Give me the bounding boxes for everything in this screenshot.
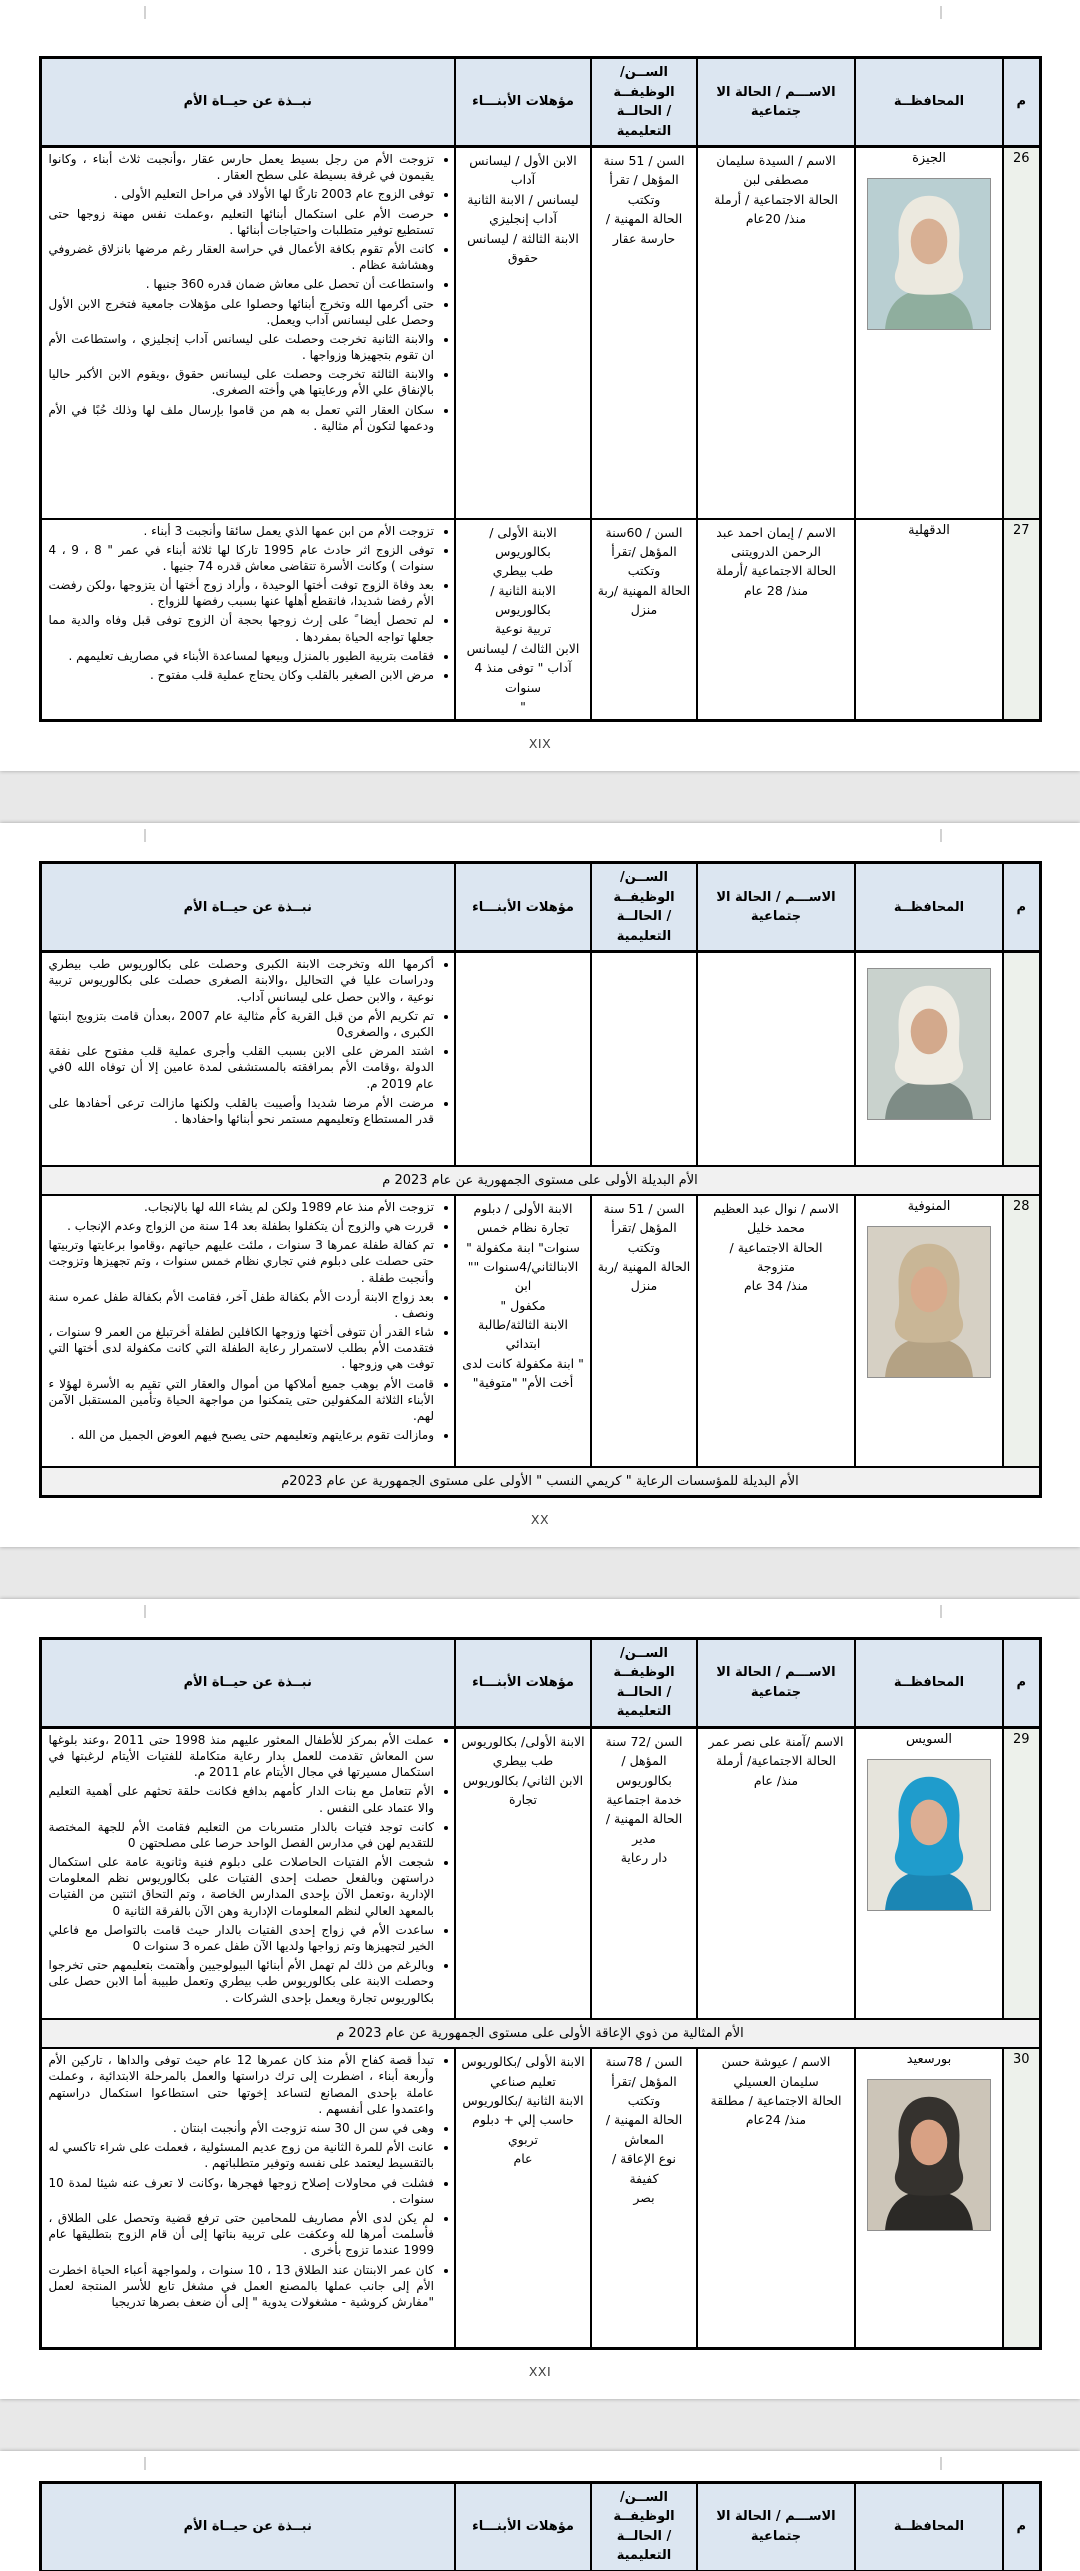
bio-bullet: • سكان العقار التي تعمل به هم من قاموا بإرسال ملف لها وذلك حُبًا في الأم ودعمها لتكون أم مثالية . [49, 402, 435, 434]
margin-mark-icon [940, 829, 942, 842]
header-num: م [1003, 2482, 1040, 2571]
bio-bullet: • تبدأ قصة كفاح الأم منذ كان عمرها 12 عام حيث توفى والداها ، تاركين الأم وأربعة أبناء ، اضطرت إلى ترك دراستها والعمل بالمرحلة الابتدائية ، وعملت عاملة بإحدى المصانع لتساعد إخوتها حتى استطاعوا استكمال دراستهم واعتمدوا على أنفسهم . [49, 2052, 435, 2117]
page-number: XIX [528, 736, 552, 752]
mother-bio-cell [40, 1195, 455, 1467]
bio-bullet: • وبالرغم من ذلك لم تهمل الأم أبنائها البيولوجيين وأهتمت بتعليمهم حتى تخرجوا وحصلت الابنة على بكالوريوس طب بيطري وتعمل طبيبة أما الابن حصل على بكالوريوس تجارة ويعمل بإحدى الشركات . [49, 1957, 435, 2006]
qual-line: الابنة الأولى / بكالوريوس [489, 524, 557, 559]
caption-text: الأم البديلة الأولى على مستوى الجمهورية عن عام 2023 م [40, 1166, 1040, 1195]
bio-bullet: • أكرمها الله وتخرجت الابنة الكبرى وحصلت على بكالوريوس طب بيطري ودراسات عليا في التحاليل ،والابنة الصغرى حصلت على بكالوريوس تربية نوعية ، والابن حصل على ليسانس آداب. [49, 956, 435, 1005]
age-line: المؤهل / تقرأ وتكتب [609, 172, 679, 207]
bio-bullet-list [47, 956, 450, 1127]
bio-bullet: • عانت الأم للمرة الثانية من زوج عديم المسئولية ، فعملت على شراء تاكسي له بالتقسيط ليعتمد على نفسه وتوفير متطلباتهم . [49, 2139, 435, 2171]
header-children-quals: مؤهلات الأبنـــاء [455, 863, 591, 952]
header-age-job [591, 2482, 697, 2571]
qual-line: سنوات" ابنة مكفولة " [466, 1239, 580, 1255]
children-quals-cell [455, 147, 591, 519]
category-caption-row [40, 1166, 1040, 1195]
name-status-cell [697, 147, 855, 519]
bio-bullet: • لم يكن لدى الأم مصاريف للمحامين حتى ترفع قضية وتحصل على الطلاق ، فأسلمت أمرها لله وعكفت على تربية بناتها إلى أن قام الزوج بتطليقها عام 1999 عندما تزوج بأخرى . [49, 2210, 435, 2259]
header-line: جتماعية [750, 909, 802, 925]
qual-line: " [520, 698, 526, 714]
bio-bullet: • شجعت الأم الفتيات الحاصلات على دبلوم فنية وثانوية عامة على استكمال دراستهن وبالفعل حصلت إحدى الفتيات على بكالوريوس نظم المعلومات الإدارية ،وتعمل الآن بإحدى المدارس الخاصة ، وتم التحاق اثنتين من الفتيات بالمعهد العالي لنظم المعلومات الإدارية وهن الآن بالفرقة الثانية 0 [49, 1854, 435, 1919]
age-line: المؤهل /تقرأ وتكتب [611, 2073, 677, 2108]
header-line: الســن/ الوظيفــة [613, 65, 675, 100]
age-line: حارسة عقار [612, 230, 676, 246]
name-line: منذ/ 28 عام [743, 582, 809, 598]
bio-bullet: • الأم تتعامل مع بنات الدار كأمهم بدافع فكانت حلقة تحثهم على أهمية التعليم والا عتماد على النفس . [49, 1783, 435, 1815]
governorate-cell [855, 952, 1003, 1166]
bio-bullet: • بعد وفاة الزوج توفت أختها الوحيدة ، وأراد زوج أختها أن يتزوجها ،ولكن رفضت الأم رفضا شديدا، فانقطع أهلها عنها بسبب رفضها للزواج . [49, 577, 435, 609]
table-header-row [40, 1638, 1040, 1727]
bio-bullet-list [47, 1199, 450, 1444]
margin-mark-icon [940, 2457, 942, 2470]
mother-bio-cell [40, 2048, 455, 2348]
children-quals-cell [455, 1195, 591, 1467]
name-line: الاسم / إيمان احمد عبد [716, 524, 836, 540]
header-line: / الحالــة التعليمية [616, 2528, 672, 2564]
margin-mark-icon [940, 6, 942, 19]
bio-bullet: • توفى الزوج عام 2003 تاركًا لها الأولاد في مراحل التعليم الأولى . [49, 186, 435, 202]
margin-mark-icon [144, 1605, 146, 1618]
qual-line: أخت الأم" "متوفية" [472, 1375, 574, 1391]
name-line: متزوجة [757, 1258, 795, 1274]
age-line: السن / 51 سنة [603, 153, 685, 168]
qual-line: طب بيطري [492, 563, 554, 579]
document-page-1[interactable] [0, 0, 1080, 771]
bio-bullet: • حتى أكرمها الله وتخرج أبنائها وحصلوا على مؤهلات جامعية فتخرج الابن الأول وحصل على ليسانس آداب ويعمل. [49, 296, 435, 328]
age-line: السن /72 سنة [605, 1733, 683, 1749]
mother-photo [867, 968, 991, 1120]
row-number [1003, 952, 1040, 1166]
header-age-job [591, 58, 697, 147]
age-job-cell [591, 147, 697, 519]
age-line: بصر [633, 2189, 655, 2205]
bio-bullet: • كانت توجد فتيات بالدار متسربات من التعليم فقامت الأم للجهة المختصة للتقديم لهن في مدارس الفصل الواحد حرصا على مصلحتهن 0 [49, 1819, 435, 1851]
header-line: الاســـم / الحالة الا [716, 889, 836, 905]
bio-bullet: • ومازالت تقوم برعايتهم وتعليمهم حتى يصبح فيهم العوض الجميل من الله . [49, 1427, 435, 1443]
age-line: دار رعاية [620, 1850, 668, 1865]
bio-bullet: • والابنة الثانية تخرجت وحصلت على ليسانس آداب إنجليزي ، واستطاعت الأم ان تقوم بتجهيزها وزواجها . [49, 331, 435, 363]
age-line: المعاش [624, 2131, 664, 2147]
category-caption-row [40, 1467, 1040, 1497]
name-status-cell [697, 2048, 855, 2348]
header-age-job [591, 863, 697, 952]
name-line: الاسم / نوال عبد العظيم [713, 1200, 839, 1216]
header-num: م [1003, 1638, 1040, 1727]
bio-bullet: • تزوجت الأم منذ عام 1989 ولكن لم يشاء الله لها بالإنجاب. [49, 1199, 435, 1215]
age-line: المؤهل / بكالوريوس [616, 1753, 672, 1788]
governorate-cell [855, 1195, 1003, 1467]
name-status-cell [697, 1195, 855, 1467]
header-line: الســن/ الوظيفــة [613, 870, 675, 905]
bio-bullet: • كان عمر الابنتان عند الطلاق 13 ، 10 سنوات ، ولمواجهة أعباء الحياة اخطرت الأم إلى جانب عملها بالمصنع العمل في مشغل تابع للأسر المنتجة لعمل "مفارش كروشية - مشغولات يدوية " إلى أن ضعف بصرها تدريجيا [49, 2262, 435, 2311]
mothers-table-page-2 [39, 861, 1042, 1498]
bio-bullet: • اشتد المرض على الابن بسبب القلب وأجرى عملية قلب مفتوح على نفقة الدولة ،وقامت الأم بمرافقته بالمستشفى لمدة عامين إلا أن توفاه الله 0في عام 2019 م. [49, 1043, 435, 1092]
age-line: الحالة المهنية /ربة [597, 582, 691, 598]
bio-bullet: • تم كفالة طفلة عمرها 3 سنوات ، ملئت عليهم حياتهم ،وقاموا برعايتها وتربيتها حتى حصلت على دبلوم فني تجاري نظام خمس سنوات ، وتم تجهيزها وتزوجت وأنجبت طفلة . [49, 1237, 435, 1286]
header-line: جتماعية [750, 104, 802, 119]
category-caption-row [40, 2019, 1040, 2048]
header-line: / الحالــة التعليمية [616, 909, 672, 944]
bio-bullet-list [47, 1732, 450, 2006]
qual-line: الابنة الأولى/ بكالوريوس [461, 1733, 585, 1749]
name-line: منذ/ 20عام [745, 211, 807, 227]
name-status-cell [697, 1727, 855, 2019]
name-line: الاسم /آمنة على نصر عمر [708, 1733, 844, 1749]
page-gap [0, 2399, 1080, 2451]
age-line: السن / 51 سنة [603, 1200, 685, 1216]
governorate-label: المنوفية [907, 1198, 951, 1214]
age-line: خدمة اجتماعية [606, 1791, 682, 1807]
qual-line: ليسانس / الابنة الثانية آداب إنجليزي [467, 191, 579, 227]
document-page-3[interactable] [0, 1599, 1080, 2399]
governorate-cell [855, 1727, 1003, 2019]
governorate-cell [855, 2048, 1003, 2348]
header-governorate: المحافظــة [855, 863, 1003, 952]
name-line: الحالة الاجتماعية / مطلقة [710, 2093, 842, 2108]
governorate-label: السويس [905, 1731, 953, 1747]
header-governorate: المحافظــة [855, 2482, 1003, 2571]
qual-line: الابنة الثالثة / ليسانس حقوق [467, 230, 579, 265]
header-line: الاســـم / الحالة الا [716, 1665, 836, 1681]
bio-bullet: • ساعدت الأم في زواج إحدى الفتيات بالدار حيث قامت بالتواصل مع فاعلي الخير لتجهيزها وتم زواجها ولديها الآن طفل عمره 3 سنوات 0 [49, 1922, 435, 1954]
page-number: XXI [528, 2363, 552, 2379]
header-children-quals: مؤهلات الأبنـــاء [455, 1638, 591, 1727]
age-job-cell [591, 519, 697, 721]
portrait-illustration [867, 1759, 991, 1911]
header-num: م [1003, 58, 1040, 147]
header-line: الســن/ الوظيفــة [613, 1645, 675, 1681]
table-row-26 [40, 147, 1040, 519]
bio-bullet-list [47, 151, 450, 434]
qual-line: حاسب إلي + دبلوم تربوي [472, 2112, 574, 2147]
header-line: الاســـم / الحالة الا [716, 2509, 836, 2525]
header-line: الســن/ الوظيفــة [613, 2489, 675, 2525]
header-governorate: المحافظــة [855, 58, 1003, 147]
header-mother-bio: نبــذة عن حيــاة الأم [40, 58, 455, 147]
governorate-label: الجيزة [912, 151, 946, 166]
children-quals-cell [455, 2048, 591, 2348]
mothers-table-page-4 [39, 2481, 1042, 2571]
qual-line: الابنة الأولى / دبلوم [473, 1200, 573, 1216]
age-line: السن / 60سنة [605, 524, 683, 540]
header-children-quals: مؤهلات الأبنـــاء [455, 2482, 591, 2571]
qual-line: الابنة الثانية /بكالوريوس [462, 2093, 584, 2108]
bio-bullet: • فشلت في محاولات إصلاح زوجها فهجرها ،وكانت لا تعرف عنه شيئا لمدة 10 سنوات . [49, 2175, 435, 2207]
bio-bullet: • توفى الزوج اثر حادث عام 1995 تاركا لها ثلاثة أبناء في عمر " 8 ، 9 ، 4 سنوات ) وكانت الأسرة تتقاضى معاش قدره 74 جنيها . [49, 542, 435, 574]
bio-bullet: • حرصت الأم على استكمال أبنائها التعليم ،وعملت نفس مهنة زوجها حتى تستطيع توفير متطلبات واحتياجات أبنائها . [49, 206, 435, 238]
bio-bullet: • تم تكريم الأم من قبل القرية كأم مثالية عام 2007 ،بعدأن قامت بتزويج ابنتها الكبرى ، والصغرى0 [49, 1008, 435, 1040]
age-line: منزل [630, 602, 658, 617]
header-line: / الحالــة التعليمية [616, 1684, 672, 1720]
qual-line: تعليم صناعي [490, 2073, 556, 2089]
margin-mark-icon [144, 829, 146, 842]
children-quals-cell [455, 519, 591, 721]
table-row-30 [40, 2048, 1040, 2348]
row-number: 30 [1003, 2048, 1040, 2348]
header-age-job [591, 1638, 697, 1727]
name-line: سليمان العسيلي [733, 2073, 819, 2089]
bio-bullet: • واستطاعت أن تحصل على معاش ضمان قدره 360 جنيها . [49, 276, 435, 292]
bio-bullet: • فقامت بتربية الطيور بالمنزل وبيعها لمساعدة الأبناء في مصاريف تعليمهم . [49, 648, 435, 664]
qual-line: الابنة الأولى /بكالوريوس [461, 2054, 585, 2070]
header-name-status [697, 58, 855, 147]
bio-bullet: • قامت الأم بوهب جميع أملاكها من أموال والعقار التي تقيم به الأسرة لهؤلا ء الأبناء الثلاثة المكفولين حتى يتمكنوا من مواجهة الحياة وتأمين المستقبل الآمن لهم. [49, 1376, 435, 1425]
age-job-cell [591, 2048, 697, 2348]
bio-bullet: • تزوجت الأم من رجل بسيط يعمل حارس عقار ،وأنجبت ثلاث أبناء ، وكانوا يقيمون في غرفة بسيطة على سطح العقار . [49, 151, 435, 183]
age-line: الحالة المهنية /مدير [605, 1811, 683, 1846]
age-job-cell [591, 1727, 697, 2019]
header-name-status [697, 863, 855, 952]
governorate-cell [855, 519, 1003, 721]
age-line: المؤهل /تقرأ وتكتب [611, 1220, 677, 1255]
table-row-27-continued [40, 952, 1040, 1166]
page-number: XX [530, 1511, 550, 1527]
name-line: الحالة الاجتماعية / [729, 1239, 823, 1255]
row-number: 26 [1003, 147, 1040, 519]
header-mother-bio: نبــذة عن حيــاة الأم [40, 1638, 455, 1727]
name-line: منذ/ 24عام [745, 2112, 807, 2128]
bio-bullet: • وهى في سن ال 30 سنه تزوجت الأم وأنجبت ابنتان . [49, 2120, 435, 2136]
qual-line: الابن الأول / ليسانس آداب [469, 153, 577, 188]
mother-photo [867, 1759, 991, 1911]
age-line: السن / 78سنة [605, 2054, 683, 2070]
portrait-illustration [867, 1226, 991, 1378]
bio-bullet-list [47, 2052, 450, 2310]
bio-bullet: • مرضت الأم مرضا شديدا وأصيبت بالقلب ولكنها مازالت ترعى أحفادها على قدر المستطاع وتعليمهم مستمر نحو أبنائها واحفادها . [49, 1095, 435, 1127]
margin-mark-icon [144, 2457, 146, 2470]
mothers-table-page-1 [39, 56, 1042, 722]
table-row-28 [40, 1195, 1040, 1467]
margin-mark-icon [940, 1605, 942, 1618]
header-name-status [697, 1638, 855, 1727]
header-mother-bio: نبــذة عن حيــاة الأم [40, 2482, 455, 2571]
header-line: جتماعية [750, 1684, 802, 1700]
age-line: المؤهل /تقرأ وتكتب [611, 543, 677, 579]
children-quals-cell [455, 1727, 591, 2019]
table-header-row [40, 863, 1040, 952]
bio-bullet: • تزوجت الأم من ابن عمها الذي يعمل سائقا وأنجبت 3 أبناء . [49, 523, 435, 539]
header-children-quals: مؤهلات الأبنـــاء [455, 58, 591, 147]
qual-line: طب بيطري [492, 1753, 554, 1769]
bio-bullet: • عملت الأم بمركز للأطفال المعثور عليهم منذ 1998 حتى 2011 ،وعند بلوغها سن المعاش تقدمت للعمل بدار رعاية متكاملة للفتيات الأيتام لرغبتها في استكمال مسيرتها في مجال الأيتام عام 2011 م. [49, 1732, 435, 1781]
bio-bullet: • لم تحصل أيضا ً على إرث زوجها بحجة أن الزوج توفى قبل وفاه والدية مما جعلها تواجه الحياة بمفردها . [49, 612, 435, 644]
mother-bio-cell [40, 1727, 455, 2019]
qual-line: " ابنة مكفولة كانت لدى [462, 1355, 584, 1371]
name-status-cell [697, 952, 855, 1166]
caption-text: الأم البديلة للمؤسسات الرعاية " كريمي النسب " الأولى على مستوى الجمهورية عن عام 2023م [40, 1467, 1040, 1497]
name-line: محمد خليل [747, 1220, 805, 1236]
header-line: الاســـم / الحالة الا [716, 84, 836, 100]
bio-bullet-list [47, 523, 450, 684]
qual-line: الابن الثالث / ليسانس [466, 640, 580, 656]
age-line: الحالة المهنية / [605, 211, 683, 227]
qual-line: الابنة الثالثة/طالبة ابتدائي [478, 1317, 568, 1352]
age-job-cell [591, 1195, 697, 1467]
children-quals-cell [455, 952, 591, 1166]
bio-bullet: • والابنة الثالثة تخرجت وحصلت على ليسانس حقوق ،ويقوم الابن الأكبر حاليا بالإنفاق علي الأم ورعايتها هي وأخته الصغرى. [49, 366, 435, 398]
header-name-status [697, 2482, 855, 2571]
governorate-cell [855, 147, 1003, 519]
age-line: منزل [630, 1278, 658, 1294]
mother-photo [867, 2079, 991, 2231]
page-gap [0, 1547, 1080, 1599]
table-row-27 [40, 519, 1040, 721]
age-line: الحالة المهنية / [605, 2112, 683, 2128]
header-line: جتماعية [750, 2528, 802, 2544]
bio-bullet: • قررت هي والزوج أن يتكفلوا بطفلة بعد 14 سنة من الزواج وعدم الإنجاب . [49, 1218, 435, 1234]
table-header-row [40, 2482, 1040, 2571]
governorate-label: بورسعيد [906, 2052, 952, 2068]
qual-line: تجارة نظام خمس [476, 1220, 570, 1236]
mother-bio-cell [40, 952, 455, 1166]
mother-photo [867, 178, 991, 330]
header-governorate: المحافظــة [855, 1638, 1003, 1727]
portrait-illustration [867, 178, 991, 330]
header-num: م [1003, 863, 1040, 952]
name-line: الرحمن الدرويتنى [731, 543, 821, 559]
name-line: الحالة الاجتماعية / أرملة [714, 191, 838, 207]
qual-line: عام [513, 2151, 533, 2167]
row-number: 29 [1003, 1727, 1040, 2019]
table-row-29 [40, 1727, 1040, 2019]
qual-line: آداب " توفى منذ 4 سنوات [474, 660, 572, 695]
name-line: الحالة الاجتماعية/ أرملة [716, 1753, 836, 1769]
name-status-cell [697, 519, 855, 721]
portrait-illustration [867, 2079, 991, 2231]
name-line: الحالة الاجتماعية /أرملة [716, 563, 836, 579]
bio-bullet: • كانت الأم تقوم بكافة الأعمال في حراسة العقار رغم مرضها بانزلاق غضروفي وهشاشة عظام . [49, 241, 435, 273]
header-mother-bio: نبــذة عن حيــاة الأم [40, 863, 455, 952]
table-header-row [40, 58, 1040, 147]
mother-bio-cell [40, 519, 455, 721]
qual-line: تجارة [509, 1791, 537, 1807]
qual-line: مكفول " [500, 1297, 546, 1313]
qual-line: الابنالثاني/4سنوات "" ابن [467, 1258, 579, 1294]
name-line: الاسم / عيوشة حسن [721, 2054, 831, 2070]
caption-text: الأم المثالية من ذوي الإعاقة الأولى على مستوى الجمهورية عن عام 2023 م [40, 2019, 1040, 2048]
age-job-cell [591, 952, 697, 1166]
mothers-table-page-3 [39, 1637, 1042, 2350]
page-gap [0, 771, 1080, 823]
age-line: الحالة المهنية /ربة [597, 1258, 691, 1274]
qual-line: الابن الثاني/ بكالوريوس [462, 1772, 584, 1788]
bio-bullet: • شاء القدر أن تتوفى أختها وزوجها الكافلين لطفلة أخرتبلغ من العمر 9 سنوات ، فتقدمت الأم بطلب لاستمرار رعاية الطفلة التي كانت مكفولة لدى أختها التي توفت هي وزوجها . [49, 1324, 435, 1373]
row-number: 28 [1003, 1195, 1040, 1467]
portrait-illustration [867, 968, 991, 1120]
name-line: الاسم / السيدة سليمان مصطفى لبن [716, 153, 836, 188]
row-number: 27 [1003, 519, 1040, 721]
bio-bullet: • بعد زواج الابنة أردت الأم بكفالة طفل آخر، فقامت الأم بكفالة طفل عمره سنة ونصف . [49, 1289, 435, 1321]
header-line: / الحالــة التعليمية [616, 104, 672, 139]
document-page-2[interactable] [0, 823, 1080, 1547]
bio-bullet: • مرض الابن الصغير بالقلب وكان يحتاج عملية قلب مفتوح . [49, 667, 435, 683]
governorate-label: الدقهلية [908, 522, 950, 538]
qual-line: تربية نوعية [494, 621, 552, 637]
qual-line: الابنة الثانية / بكالوريوس [490, 582, 556, 617]
name-line: منذ/ عام [753, 1772, 799, 1788]
mother-bio-cell [40, 147, 455, 519]
mother-photo [867, 1226, 991, 1378]
document-page-4[interactable] [0, 2451, 1080, 2571]
age-line: نوع الإعاقة / كفيفة [611, 2151, 677, 2186]
margin-mark-icon [144, 6, 146, 19]
name-line: منذ/ 34 عام [743, 1278, 809, 1294]
